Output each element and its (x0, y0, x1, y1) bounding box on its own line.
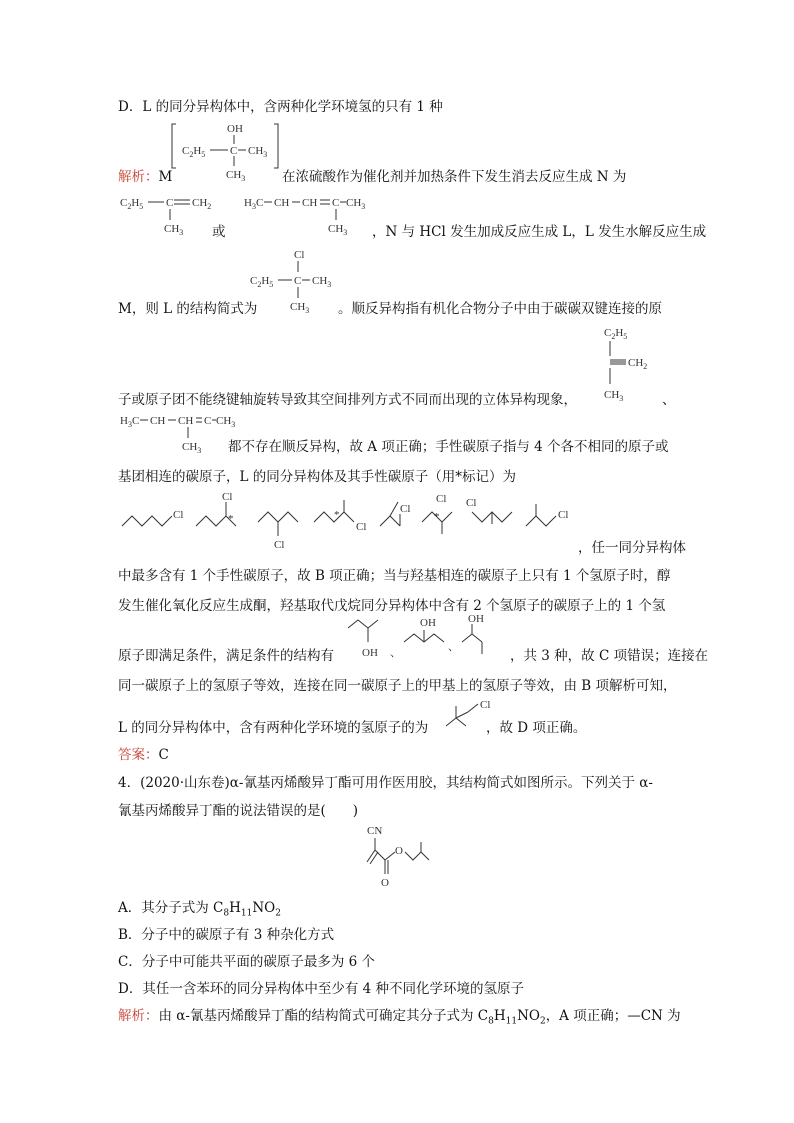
analysis-line-8: 中最多含有 1 个手性碳原子，故 B 项正确；当与羟基相连的碳原子上只有 1 个氢原子时，醇 (118, 568, 671, 584)
svg-text:Cl: Cl (274, 539, 285, 551)
analysis-line-3-head: M，则 L 的结构简式为 (118, 301, 258, 317)
svg-text:H3C: $H_3C$ (244, 197, 264, 211)
svg-text:O: O (395, 845, 403, 857)
analysis-line-7-tail: ，任一同分异构体 (578, 540, 686, 556)
svg-text:CH3: $CH_3$ (248, 145, 268, 159)
svg-text:OH: OH (468, 613, 484, 625)
svg-text:CH3: $CH_3$ (226, 169, 246, 183)
option-d[interactable]: D．其任一含苯环的同分异构体中至少有 4 种不同化学环境的氢原子 (118, 981, 524, 997)
svg-text:CH3: $CH_3$ (312, 275, 332, 289)
svg-text:Cl: Cl (294, 249, 305, 261)
svg-text:Cl: Cl (480, 699, 491, 711)
m-letter: M (158, 169, 173, 185)
svg-text:O: O (381, 877, 389, 889)
svg-text:CH3: $CH_3$ (290, 301, 310, 315)
analysis-line-12-tail: ，故 D 项正确。 (486, 720, 587, 736)
svg-text:Cl: Cl (400, 503, 411, 515)
option-b[interactable]: B．分子中的碳原子有 3 种杂化方式 (118, 927, 335, 943)
svg-text:CH2: $CH_2$ (628, 357, 648, 371)
svg-text:、: 、 (448, 641, 459, 653)
analysis-line-1: 在浓硫酸作为催化剂并加热条件下发生消去反应生成 N 为 (282, 169, 627, 185)
cn-label: CN (367, 825, 383, 837)
separator: 、 (662, 392, 676, 408)
svg-text:CH3: $CH_3$ (164, 223, 184, 237)
svg-text:C: C (332, 197, 340, 209)
svg-text:C: C (230, 145, 238, 157)
svg-text:CH: CH (302, 197, 318, 209)
svg-text:H3C: $H_3C$ (120, 415, 140, 429)
svg-text:CH3: $CH_3$ (604, 389, 624, 403)
svg-text:CH3: $CH_3$ (328, 223, 348, 237)
option-a[interactable]: A．其分子式为 $C_8H_{11}NO_2$ (118, 900, 281, 919)
formula-n2 (242, 190, 366, 238)
svg-text:CH: CH (150, 415, 166, 427)
option-c[interactable]: C．分子中可能共平面的碳原子最多为 6 个 (118, 954, 376, 970)
svg-text:C: C (294, 275, 302, 287)
formula-alkene-a (600, 322, 670, 402)
formula-alkene-b (118, 410, 236, 456)
analysis-line-4: 子或原子团不能绕键轴旋转导致其空间排列方式不同而出现的立体异构现象， (118, 392, 577, 408)
svg-text:C: C (204, 415, 212, 427)
svg-text:、: 、 (390, 647, 401, 659)
formula-m (170, 118, 280, 188)
svg-text:CH3: $CH_3$ (182, 441, 202, 455)
analysis-label: 解析： (118, 169, 159, 185)
analysis-line-11: 同一碳原子上的氢原子等效，连接在同一碳原子上的甲基上的氢原子等效，由 B 项解析可知， (118, 678, 677, 694)
svg-text:Cl: Cl (173, 509, 184, 521)
svg-text:OH: OH (420, 617, 436, 629)
svg-text:C: C (166, 197, 174, 209)
svg-text:C2H5: $C_2H_5$ (250, 275, 274, 289)
alcohol-structures (344, 613, 514, 666)
svg-text:Cl: Cl (558, 509, 569, 521)
question-4-line-1: 4．(2020·山东卷)α-氰基丙烯酸异丁酯可用作医用胶，其结构简式如图所示。下列关于 α- (118, 775, 653, 791)
analysis-line-10-head: 原子即满足条件，满足条件的结构有 (118, 648, 334, 664)
svg-text:OH: OH (362, 647, 378, 659)
analysis-line-5: 都不存在顺反异构，故 A 项正确；手性碳原子指与 4 个各不相同的原子或 (228, 439, 669, 455)
question-4-line-2: 氰基丙烯酸异丁酯的说法错误的是( ) (118, 803, 359, 819)
svg-text:CH: CH (178, 415, 194, 427)
analysis-line-2: ，N 与 HCl 发生加成反应生成 L，L 发生水解反应生成 (372, 224, 707, 240)
chiral-star: * (228, 513, 234, 525)
svg-text:C2H5: $C_2H_5$ (182, 145, 206, 159)
svg-text:Cl: Cl (436, 493, 447, 505)
svg-text:Cl: Cl (222, 491, 233, 503)
svg-text:CH: CH (274, 197, 290, 209)
svg-text:*: * (334, 509, 340, 521)
svg-text:CH3: $CH_3$ (346, 197, 366, 211)
formula-l (248, 244, 348, 316)
isomer-row (118, 492, 578, 554)
option-d-previous: D．L 的同分异构体中，含两种化学环境氢的只有 1 种 (118, 99, 443, 115)
analysis-line-6: 基团相连的碳原子，L 的同分异构体及其手性碳原子（用*标记）为 (118, 469, 517, 485)
analysis-line-10-tail: ，共 3 种，故 C 项错误；连接在 (510, 648, 709, 664)
analysis-line-9: 发生催化氧化反应生成酮，羟基取代戊烷同分异构体中含有 2 个氢原子的碳原子上的 1 个氢 (118, 598, 666, 614)
svg-text:Cl: Cl (466, 497, 477, 509)
cyanoacrylate-structure (355, 822, 445, 892)
oh-label: OH (227, 123, 243, 135)
or-word: 或 (212, 224, 226, 240)
svg-text:C2H5: $C_2H_5$ (120, 197, 144, 211)
svg-text:*: * (434, 511, 440, 523)
svg-text:CH2: $CH_2$ (192, 197, 212, 211)
answer-label: 答案： (118, 747, 159, 763)
analysis-line-3-tail: 。顺反异构指有机化合物分子中由于碳碳双键连接的原 (338, 301, 662, 317)
analysis-line-12-head: L 的同分异构体中，含有两种化学环境的氢原子的为 (118, 720, 429, 736)
svg-text:C2H5: $C_2H_5$ (604, 327, 628, 341)
svg-text:Cl: Cl (356, 521, 367, 533)
svg-text:CH3: $CH_3$ (216, 415, 236, 429)
answer-value: C (158, 747, 169, 763)
analysis-last-line: 解析：由 α-氰基丙烯酸异丁酯的结构简式可确定其分子式为 $C_8H_{11}NO_2$，A 项正确；—CN 为 (118, 1008, 681, 1027)
